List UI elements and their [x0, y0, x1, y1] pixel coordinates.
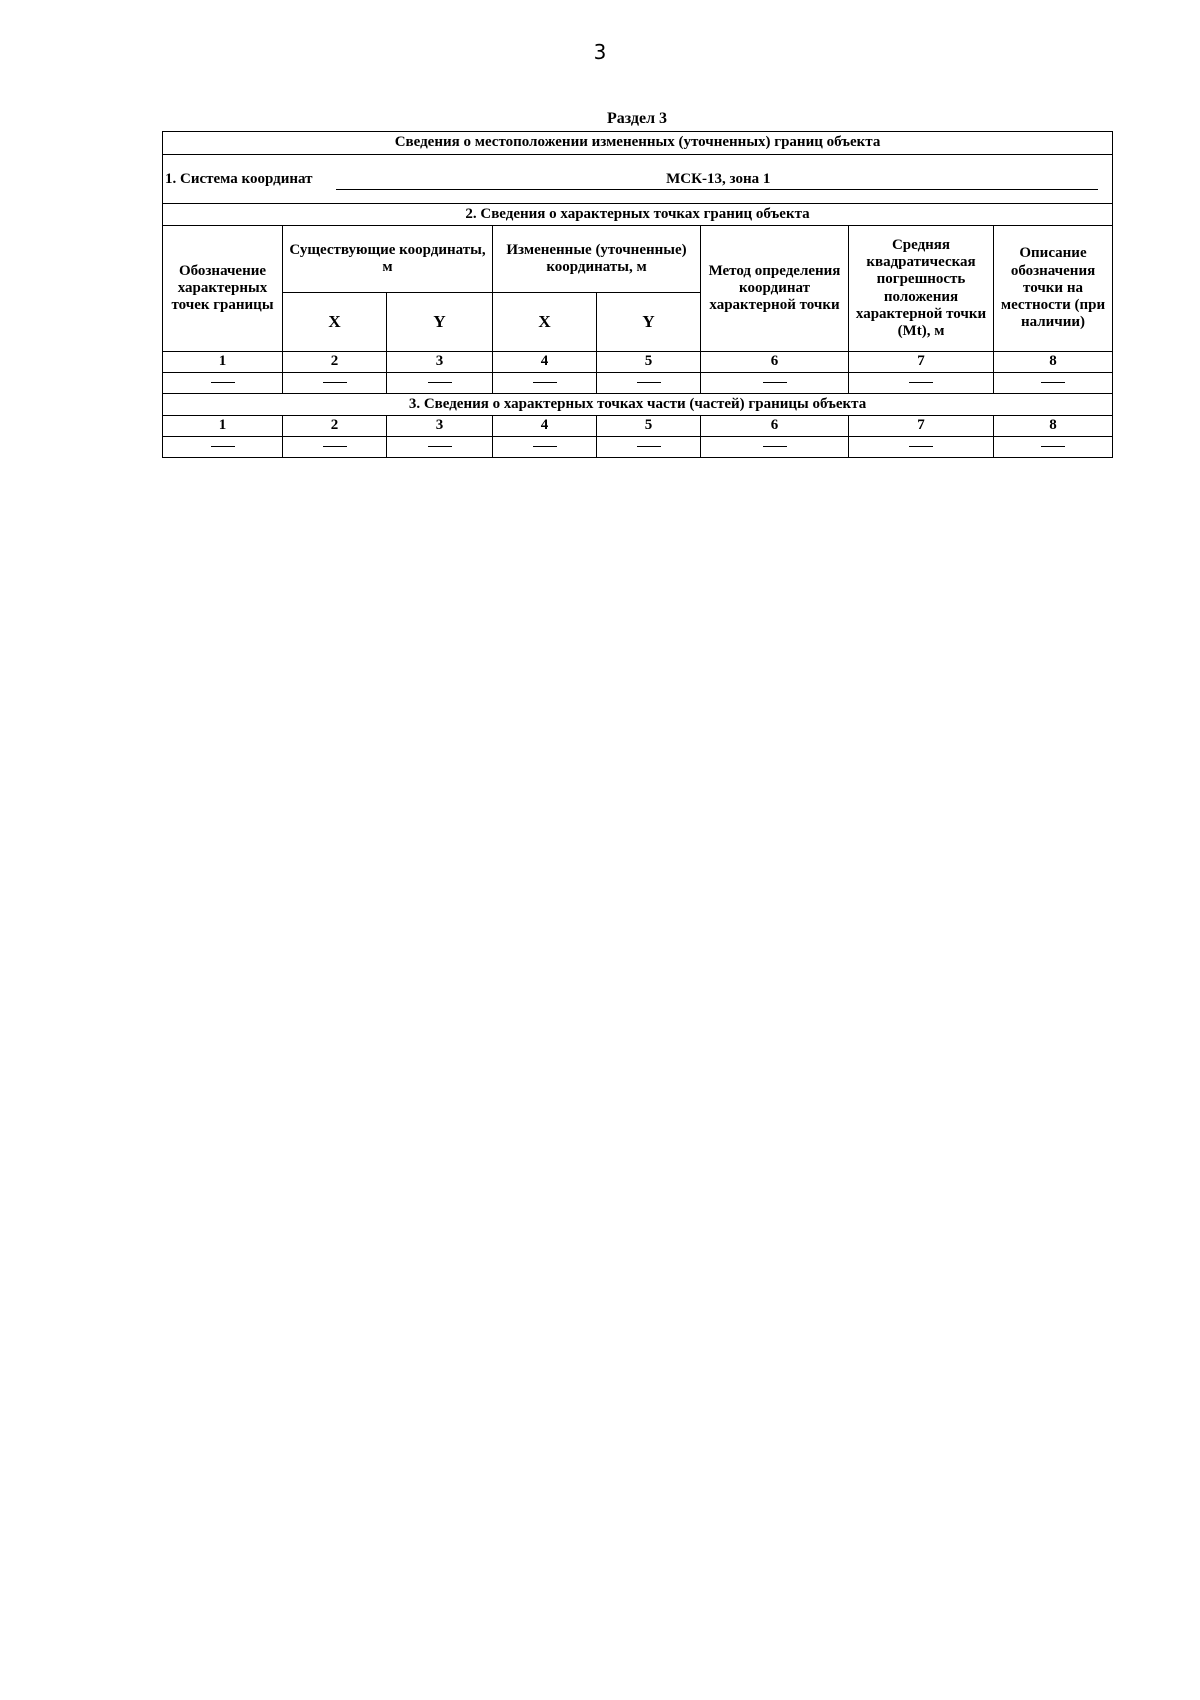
column-number: 1	[163, 416, 283, 437]
boundary-table	[162, 131, 1113, 458]
column-numbers-row-part	[163, 416, 1113, 437]
coord-system-label: 1. Система координат	[165, 171, 313, 188]
empty-cell	[849, 373, 994, 394]
header-point-designation: Обозначение характерных точек границы	[163, 226, 283, 352]
column-number: 3	[387, 352, 493, 373]
header-existing-x: X	[283, 293, 387, 352]
column-numbers-row	[163, 352, 1113, 373]
empty-cell	[163, 437, 283, 458]
header-method: Метод определения координат характерной точки	[701, 226, 849, 352]
column-number: 3	[387, 416, 493, 437]
column-number: 1	[163, 352, 283, 373]
column-number: 2	[283, 352, 387, 373]
empty-data-row	[163, 373, 1113, 394]
header-existing-coords: Существующие координаты, м	[283, 226, 493, 293]
empty-cell	[283, 437, 387, 458]
empty-cell	[994, 373, 1113, 394]
empty-cell	[701, 373, 849, 394]
empty-cell	[493, 373, 597, 394]
subsection2-title: 2. Сведения о характерных точках границ объекта	[163, 204, 1113, 226]
header-existing-y: Y	[387, 293, 493, 352]
header-changed-coords: Измененные (уточненные) координаты, м	[493, 226, 701, 293]
column-number: 7	[849, 416, 994, 437]
header-changed-y: Y	[597, 293, 701, 352]
column-number: 7	[849, 352, 994, 373]
empty-cell	[597, 437, 701, 458]
column-number: 2	[283, 416, 387, 437]
empty-cell	[387, 437, 493, 458]
column-number: 4	[493, 352, 597, 373]
header-description: Описание обозначения точки на местности (при наличии)	[994, 226, 1113, 352]
column-number: 4	[493, 416, 597, 437]
table-title: Сведения о местоположении измененных (уточненных) границ объекта	[163, 132, 1113, 155]
column-number: 6	[701, 416, 849, 437]
empty-cell	[701, 437, 849, 458]
empty-cell	[597, 373, 701, 394]
page-number: 3	[593, 40, 607, 64]
column-number: 5	[597, 352, 701, 373]
subsection3-title: 3. Сведения о характерных точках части (частей) границы объекта	[163, 394, 1113, 416]
empty-cell	[994, 437, 1113, 458]
empty-cell	[849, 437, 994, 458]
column-number: 8	[994, 416, 1113, 437]
coord-system-cell	[163, 155, 1113, 204]
empty-cell	[283, 373, 387, 394]
empty-cell	[387, 373, 493, 394]
coord-system-value: МСК-13, зона 1	[336, 171, 1098, 189]
section-title: Раздел 3	[606, 110, 668, 127]
column-number: 8	[994, 352, 1113, 373]
header-changed-x: X	[493, 293, 597, 352]
empty-cell	[163, 373, 283, 394]
column-number: 5	[597, 416, 701, 437]
header-error: Средняя квадратическая погрешность положения характерной точки (Mt), м	[849, 226, 994, 352]
empty-cell	[493, 437, 597, 458]
empty-data-row-part	[163, 437, 1113, 458]
column-number: 6	[701, 352, 849, 373]
